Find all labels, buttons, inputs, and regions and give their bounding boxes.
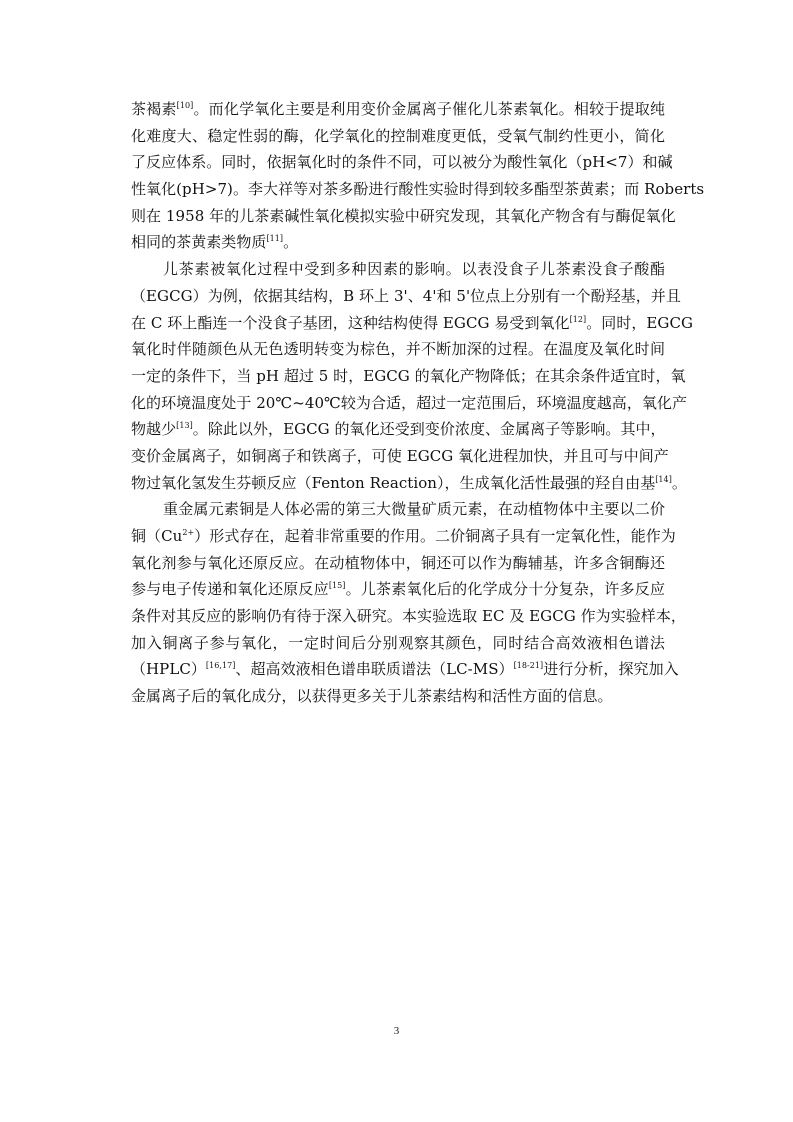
text-run: （HPLC）: [131, 660, 206, 679]
text-line: [131, 310, 694, 337]
text-run: 。同时，EGCG: [586, 313, 694, 332]
text-run: 物越少: [131, 420, 177, 439]
text-run: ）形式存在，起着非常重要的作用。二价铜离子具有一定氧化性，能作为: [194, 527, 676, 545]
text-run: 。而化学氧化主要是利用变价金属离子催化儿茶素氧化。相较于提取纯: [193, 100, 665, 118]
paragraph: [131, 96, 705, 256]
text-run: 进行分析，探究加入: [543, 660, 679, 679]
text-run: 。除此以外，EGCG 的氧化还受到变价浓度、金属离子等影响。其中，: [192, 420, 666, 439]
text-run: 重金属元素铜是人体必需的第三大微量矿质元素，在动植物体中主要以二价: [163, 500, 665, 519]
citation-superscript: 2+: [182, 528, 195, 537]
text-run: 。: [283, 233, 299, 252]
text-line: [131, 523, 676, 550]
page-number: 3: [393, 1025, 400, 1037]
text-line: [131, 256, 665, 283]
text-run: 物过氧化氢发生芬顿反应（Fenton Reaction），生成氧化活性最强的羟自由基: [131, 473, 656, 492]
text-run: 性氧化(pH>7)。李大祥等对茶多酚进行酸性实验时得到较多酯型茶黄素；而 Roberts: [131, 180, 705, 199]
text-run: 铜（Cu: [131, 527, 183, 545]
text-run: 则在 1958 年的儿茶素碱性氧化模拟实验中研究发现，其氧化产物含有与酶促氧化: [131, 206, 676, 225]
text-run: 在 C 环上酯连一个没食子基团，这种结构使得 EGCG 易受到氧化: [131, 313, 570, 332]
text-line: [131, 363, 686, 390]
text-run: 金属离子后的氧化成分，以获得更多关于儿茶素结构和活性方面的信息。: [131, 687, 613, 706]
citation-superscript: [12]: [569, 314, 587, 324]
text-line: [131, 656, 679, 683]
citation-superscript: [11]: [266, 234, 284, 244]
text-run: 氧化剂参与氧化还原反应。在动植物体中，铜还可以作为酶辅基，许多含铜酶还: [131, 553, 665, 572]
paragraph: [131, 256, 694, 496]
text-run: （EGCG）为例，依据其结构，B 环上 3'、4'和 5'位点上分别有一个酚羟基，并且: [131, 286, 681, 305]
text-line: [131, 550, 665, 577]
text-line: [131, 496, 665, 523]
text-line: [131, 576, 665, 603]
text-run: 条件对其反应的影响仍有待于深入研究。本实验选取 EC 及 EGCG 作为实验样本，: [131, 607, 686, 626]
text-run: 。儿茶素氧化后的化学成分十分复杂，许多反应: [345, 580, 665, 599]
citation-superscript: [15]: [328, 581, 346, 591]
text-line: [131, 603, 686, 630]
citation-superscript: [13]: [176, 421, 193, 431]
text-line: [131, 683, 665, 710]
text-line: [131, 630, 665, 657]
text-run: 变价金属离子，如铜离子和铁离子，可使 EGCG 氧化进程加快，并且可与中间产: [131, 446, 669, 465]
text-line: [131, 229, 665, 256]
text-line: [131, 176, 705, 203]
text-run: 、超高效液相色谱串联质谱法（LC-MS）: [235, 660, 514, 679]
citation-superscript: [16,17]: [205, 661, 236, 671]
text-line: [131, 416, 665, 443]
citation-superscript: [10]: [176, 101, 194, 110]
text-run: 了反应体系。同时，依据氧化时的条件不同，可以被分为酸性氧化（pH<7）和碱: [131, 153, 673, 172]
citation-superscript: [14]: [655, 474, 672, 484]
body-text: [131, 96, 705, 710]
text-run: 化的环境温度处于 20℃~40℃较为合适，超过一定范围后，环境温度越高，氧化产: [131, 393, 688, 412]
text-line: [131, 123, 665, 150]
text-run: 一定的条件下，当 pH 超过 5 时，EGCG 的氧化产物降低；在其余条件适宜时，氧: [131, 366, 686, 385]
text-run: 氧化时伴随颜色从无色透明转变为棕色，并不断加深的过程。在温度及氧化时间: [131, 340, 665, 359]
citation-superscript: [18-21]: [513, 661, 544, 671]
text-line: [131, 336, 665, 363]
text-run: 。: [671, 473, 687, 492]
text-run: 加入铜离子参与氧化，一定时间后分别观察其颜色，同时结合高效液相色谱法: [131, 633, 665, 652]
text-line: [131, 443, 669, 470]
text-run: 化难度大、稳定性弱的酶，化学氧化的控制难度更低，受氧气制约性更小，简化: [131, 126, 665, 145]
text-run: 参与电子传递和氧化还原反应: [131, 580, 329, 599]
text-line: [131, 390, 688, 417]
text-line: [131, 96, 665, 123]
text-run: 儿茶素被氧化过程中受到多种因素的影响。以表没食子儿茶素没食子酸酯: [163, 260, 665, 279]
text-line: [131, 470, 687, 497]
paragraph: [131, 496, 686, 710]
text-line: [131, 283, 681, 310]
text-run: 相同的茶黄素类物质: [131, 233, 267, 252]
text-line: [131, 203, 676, 230]
text-line: [131, 149, 673, 176]
text-run: 茶褐素: [131, 100, 177, 118]
